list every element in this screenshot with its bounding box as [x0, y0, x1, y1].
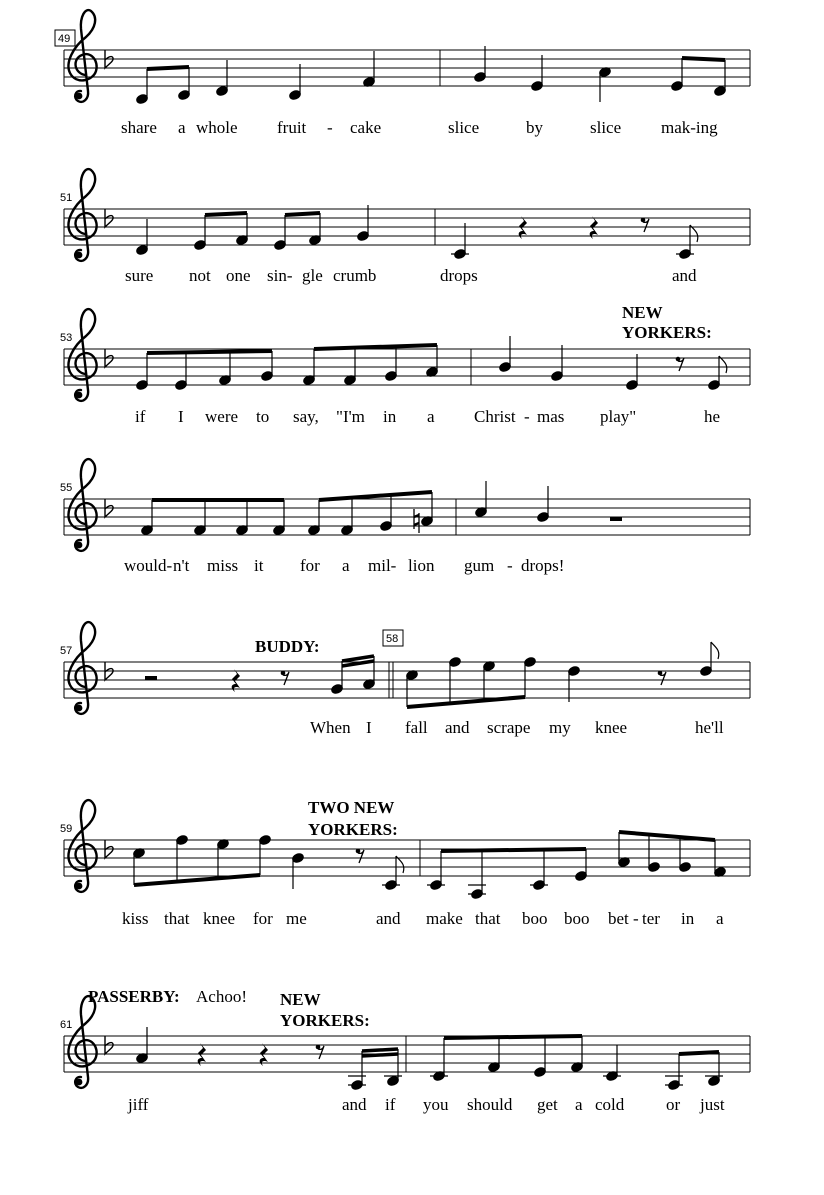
measure-number: 53: [60, 332, 73, 344]
lyric: a: [427, 407, 435, 426]
lyric: crumb: [333, 266, 377, 285]
lyric: for: [253, 909, 273, 928]
lyric: -: [633, 909, 639, 928]
lyric: and: [672, 266, 697, 285]
lyric: should: [467, 1095, 513, 1114]
treble-clef-icon: [68, 996, 96, 1088]
lyric: mil-: [368, 556, 397, 575]
treble-clef-icon: [68, 800, 96, 892]
lyric: bet: [608, 909, 629, 928]
lyric: sure: [125, 266, 154, 285]
system-55: [60, 459, 750, 575]
lyric: get: [537, 1095, 558, 1114]
lyric: miss: [207, 556, 239, 575]
lyric: fall: [405, 718, 428, 737]
singer-label: YORKERS:: [280, 1011, 370, 1030]
lyric: in: [681, 909, 695, 928]
system-57: [60, 622, 750, 737]
lyric: -: [507, 556, 513, 575]
singer-label: YORKERS:: [308, 820, 398, 839]
eighth-rest-icon: [316, 1045, 324, 1059]
singer-label: NEW: [280, 990, 321, 1009]
lyric: a: [716, 909, 724, 928]
lyric: say,: [293, 407, 319, 426]
lyric: ter: [642, 909, 660, 928]
lyric: "I'm: [336, 407, 365, 426]
treble-clef-icon: [68, 10, 96, 102]
singer-label: YORKERS:: [622, 323, 712, 342]
singer-label: NEW: [622, 303, 663, 322]
natural-sign-icon: [414, 509, 419, 533]
lyric: slice: [448, 118, 480, 137]
lyric: for: [300, 556, 320, 575]
measure-number: 61: [60, 1019, 73, 1031]
lyric: would-: [124, 556, 173, 575]
lyric: mas: [537, 407, 565, 426]
lyrics: [127, 1095, 725, 1114]
eighth-rest-icon: [356, 849, 364, 863]
lyrics: [310, 718, 724, 737]
lyric: I: [178, 407, 184, 426]
lyric: jiff: [128, 1095, 149, 1114]
lyric: cake: [350, 118, 382, 137]
lyric: me: [286, 909, 307, 928]
lyric: gum: [464, 556, 495, 575]
lyric: knee: [595, 718, 628, 737]
lyric: and: [342, 1095, 367, 1114]
lyric: a: [575, 1095, 583, 1114]
lyric: a: [342, 556, 350, 575]
measure-number: 51: [60, 192, 73, 204]
treble-clef-icon: [68, 169, 96, 261]
lyric: boo: [564, 909, 590, 928]
lyric: -: [327, 118, 333, 137]
lyric: by: [526, 118, 543, 137]
lyrics: [135, 407, 720, 426]
lyric: were: [205, 407, 239, 426]
lyric: drops: [440, 266, 478, 285]
system-59: [60, 798, 750, 928]
lyric: cold: [595, 1095, 625, 1114]
lyric: share: [121, 118, 157, 137]
lyric: lion: [408, 556, 435, 575]
eighth-rest-icon: [281, 671, 289, 685]
lyric: sin-: [267, 266, 293, 285]
lyric: and: [445, 718, 470, 737]
lyrics: [124, 556, 564, 575]
lyric: fruit: [277, 118, 307, 137]
spoken-line: Achoo!: [196, 987, 247, 1006]
lyric: he'll: [695, 718, 724, 737]
system-49: [55, 10, 750, 137]
lyric: make: [426, 909, 463, 928]
lyric: play": [600, 407, 637, 426]
half-rest-icon: [610, 517, 622, 521]
eighth-rest-icon: [676, 357, 684, 371]
system-53: [60, 303, 750, 426]
lyric: When: [310, 718, 351, 737]
system-61: [60, 987, 750, 1114]
lyric: I: [366, 718, 372, 737]
lyric: knee: [203, 909, 236, 928]
lyric: that: [475, 909, 501, 928]
lyric: scrape: [487, 718, 531, 737]
lyric: in: [383, 407, 397, 426]
lyric: not: [189, 266, 211, 285]
lyric: he: [704, 407, 721, 426]
lyrics: [122, 909, 724, 928]
lyric: Christ: [474, 407, 516, 426]
lyric: n't: [173, 556, 190, 575]
system-51: [60, 169, 750, 285]
measure-number: 57: [60, 645, 73, 657]
notes: [136, 46, 727, 105]
measure-number: 55: [60, 482, 73, 494]
lyric: you: [423, 1095, 449, 1114]
lyric: gle: [302, 266, 323, 285]
lyric: slice: [590, 118, 622, 137]
lyric: a: [178, 118, 186, 137]
lyric: if: [135, 407, 146, 426]
lyric: to: [256, 407, 270, 426]
lyric: if: [385, 1095, 396, 1114]
singer-label: BUDDY:: [255, 637, 320, 656]
lyric: boo: [522, 909, 548, 928]
treble-clef-icon: [68, 309, 96, 401]
lyric: kiss: [122, 909, 149, 928]
lyric: just: [700, 1095, 725, 1114]
speaker-label: PASSERBY:: [88, 987, 180, 1006]
measure-number: 59: [60, 823, 73, 835]
lyric: drops!: [521, 556, 565, 575]
lyrics: [121, 118, 718, 137]
lyric: and: [376, 909, 401, 928]
eighth-rest-icon: [658, 671, 666, 685]
half-rest-icon: [145, 676, 157, 680]
eighth-rest-icon: [641, 218, 649, 232]
rehearsal-mark: 58: [386, 633, 399, 645]
lyric: mak-ing: [661, 118, 718, 137]
lyric: one: [226, 266, 251, 285]
lyric: that: [164, 909, 190, 928]
treble-clef-icon: [68, 459, 96, 551]
treble-clef-icon: [68, 622, 96, 714]
lyric: it: [254, 556, 264, 575]
lyric: my: [549, 718, 571, 737]
lyric: -: [524, 407, 530, 426]
measure-number: 49: [58, 33, 71, 45]
lyric: or: [666, 1095, 681, 1114]
singer-label: TWO NEW: [308, 798, 395, 817]
lyric: whole: [196, 118, 238, 137]
lyrics: [125, 266, 697, 285]
